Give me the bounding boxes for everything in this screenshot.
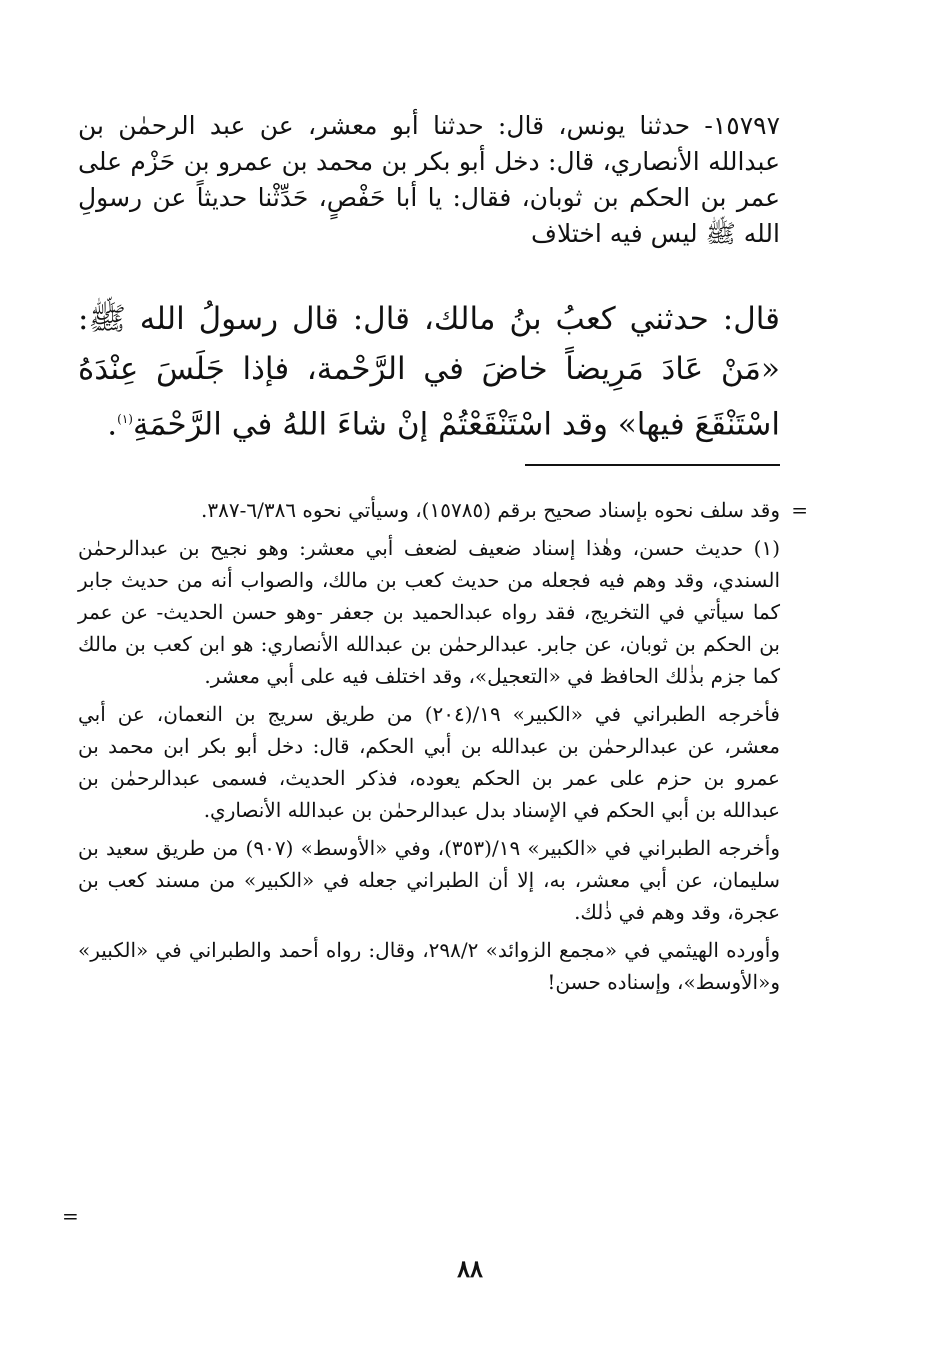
hadith-isnad-block [78, 108, 780, 252]
footnote-paragraph-3: وأخرجه الطبراني في «الكبير» ١٩/(٣٥٣)، وفي «الأوسط» (٩٠٧) من طريق سعيد بن سليمان، عن أبي معشر، به، إلا أن الطبراني جعله في «الكبير» من مسند كعب بن عجرة، وقد وهم في ذٰلك. [78, 836, 781, 924]
footnote-reference: (١) [117, 412, 133, 426]
footnote-separator [525, 464, 780, 466]
footnote-paragraph-1: (١) حديث حسن، وهٰذا إسناد ضعيف لضعف أبي معشر: وهو نجيح بن عبدالرحمٰن السندي، وقد وهم فيه فجعله من حديث كعب بن مالك، والصواب أنه من حديث جابر كما سيأتي في التخريج، فقد رواه عبدالحميد بن جعفر -وهو حسن الحديث- عن عمر بن الحكم بن ثوبان، عن جابر. عبدالرحمٰن بن عبدالله الأنصاري: هو ابن كعب بن مالك كما جزم بذٰلك الحافظ في «التعجيل»، وقد اختلف فيه على أبي معشر. [78, 536, 780, 688]
footnote-paragraph-4: وأورده الهيثمي في «مجمع الزوائد» ٢٩٨/٢، وقال: رواه أحمد والطبراني في «الكبير» و«الأوسط»، وإسناده حسن! [78, 938, 780, 994]
continuation-mark: = [791, 498, 808, 522]
hadith-matn: قال: حدثني كعبُ بنُ مالك، قال: قال رسولُ الله ﷺ: «مَنْ عَادَ مَرِيضاً خاضَ في الرَّحْمة، فإذا جَلَسَ عِنْدَهُ اسْتَنْقَعَ فيها» وقد اسْتَنْقَعْتُمْ إنْ شاءَ اللهُ في الرَّحْمَةِ [78, 301, 780, 443]
footnotes-block [78, 494, 808, 1004]
footnote-continuation: وقد سلف نحوه بإسناد صحيح برقم (١٥٧٨٥)، وسيأتي نحوه ٦/٣٨٦-٣٨٧. [201, 498, 780, 522]
footnote-paragraph-2: فأخرجه الطبراني في «الكبير» ١٩/(٢٠٤) من طريق سريج بن النعمان، عن أبي معشر، عن عبدالرحمٰن بن عبدالله بن أبي الحكم، قال: دخل أبو بكر ابن محمد بن عمرو بن حزم على عمر بن الحكم يعوده، فذكر الحديث، فسمى عبدالرحمٰن بن عبدالله بن أبي الحكم في الإسناد بدل عبدالرحمٰن بن عبدالله الأنصاري. [78, 702, 780, 822]
hadith-matn-block: قال: حدثني كعبُ بنُ مالك، قال: قال رسولُ الله ﷺ: «مَنْ عَادَ مَرِيضاً خاضَ في الرَّحْمة، فإذا جَلَسَ عِنْدَهُ اسْتَنْقَعَ فيها» وقد اسْتَنْقَعْتُمْ إنْ شاءَ اللهُ في الرَّحْمَةِ$^{(١)}$. [78, 301, 780, 443]
hadith-isnad: ١٥٧٩٧- حدثنا يونس، قال: حدثنا أبو معشر، عن عبد الرحمٰن بن عبدالله الأنصاري، قال: دخل أبو بكر بن محمد بن عمرو بن حَزْم على عمر بن الحكم بن ثوبان، فقال: يا أبا حَفْصٍ، حَدِّثْنا حديثاً عن رسولِ الله ﷺ ليس فيه اختلاف [78, 111, 780, 248]
footnote-continuation-paragraph [78, 494, 808, 526]
page-number: ٨٨ [457, 1254, 483, 1283]
footnote-tail-mark: = [62, 1204, 79, 1228]
